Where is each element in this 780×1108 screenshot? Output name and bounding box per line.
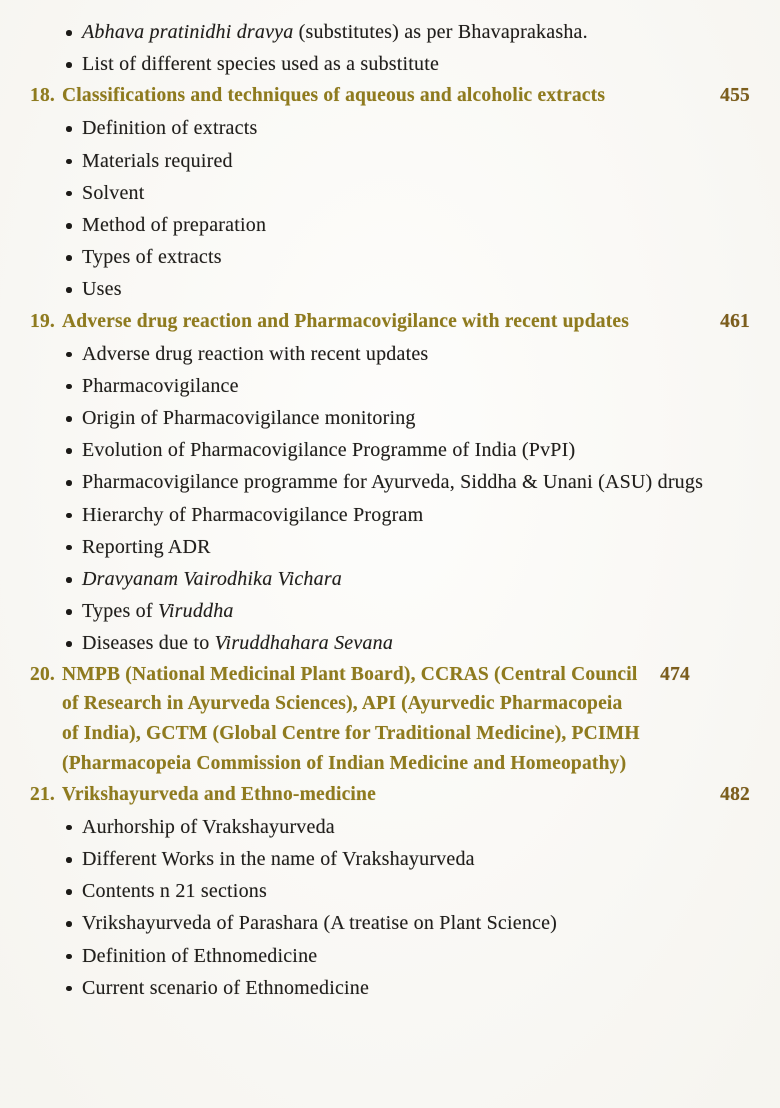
bullet-icon [66,126,72,132]
bullet-text-segment: Evolution of Pharmacovigilance Programme of India (PvPI) [82,439,576,462]
bullet-text-segment: Types of [82,600,158,623]
bullet-text-segment: Pharmacovigilance programme for Ayurveda, Siddha & Unani (ASU) drugs [82,471,704,494]
chapter-heading [30,306,750,338]
bullet-icon [66,62,72,68]
bullet-text-segment: Hierarchy of Pharmacovigilance Program [82,503,424,526]
bullet-icon [66,384,72,390]
bullet-text [82,945,317,967]
bullet-icon [66,889,72,895]
chapter-number: 21. [30,783,55,805]
toc-bullet-item [66,563,750,595]
toc-chapter [30,660,750,779]
bullet-text-segment: Vrikshayurveda of Parashara (A treatise on Plant Science) [82,912,558,935]
bullet-text-segment: Adverse drug reaction with recent updates [82,342,429,365]
toc-chapter [30,779,750,1004]
bullet-text-segment: Uses [82,278,122,301]
bullet-text-segment: Aurhorship of Vrakshayurveda [82,815,335,838]
bullet-text-segment: Solvent [82,181,145,204]
toc-bullet-item [66,466,750,498]
bullet-text [82,504,423,526]
toc-bullet-item [66,627,750,659]
toc-bullet-item [66,209,750,241]
bullet-icon [66,255,72,261]
bullet-icon [66,416,72,422]
chapter-page-number: 461 [720,310,750,332]
toc-bullet-item [66,16,750,48]
bullet-icon [66,545,72,551]
bullet-text [82,343,428,365]
bullet-icon [66,159,72,165]
bullet-text-segment: Viruddhahara Sevana [214,632,394,655]
toc-bullet-item [66,338,750,370]
toc-bullet-item [66,972,750,1004]
toc-chapter [30,306,750,660]
chapter-title: Classifications and techniques of aqueous and alcoholic extracts [62,85,606,107]
bullet-text-segment: Diseases due to [82,632,215,655]
toc-bullet-item [66,940,750,972]
chapter-heading [30,779,750,811]
bullet-text-segment: Types of extracts [82,246,222,269]
toc-bullet-item [66,48,750,80]
toc-bullet-item [66,145,750,177]
bullet-text [82,182,145,204]
bullet-text-segment: Origin of Pharmacovigilance monitoring [82,407,416,430]
bullet-icon [66,30,72,36]
bullet-list [30,16,750,80]
bullet-text [82,278,122,300]
bullet-icon [66,480,72,486]
toc-bullet-item [66,112,750,144]
chapter-page-number: 474 [660,663,690,685]
bullet-text [82,439,575,461]
toc-bullet-item [66,499,750,531]
bullet-text [82,117,257,139]
bullet-text-segment: Reporting ADR [82,535,211,558]
chapter-number: 20. [30,663,55,685]
bullet-icon [66,954,72,960]
bullet-text-segment: (substitutes) as per Bhavaprakasha. [293,21,588,43]
bullet-text [82,880,267,902]
bullet-text [82,848,475,870]
bullet-text-segment: Abhava pratinidhi dravya [82,21,294,43]
toc-bullet-item [66,402,750,434]
bullet-text-segment: List of different species used as a substitute [82,53,440,76]
toc-bullet-item [66,843,750,875]
bullet-icon [66,191,72,197]
bullet-icon [66,448,72,454]
bullet-text-segment: Different Works in the name of Vrakshayurveda [82,848,475,871]
bullet-text [82,21,588,43]
toc-bullet-item [66,177,750,209]
bullet-icon [66,287,72,293]
bullet-list [30,112,750,305]
chapter-number: 19. [30,310,55,332]
bullet-text [82,471,703,493]
bullet-text [82,568,342,590]
bullet-list [30,338,750,660]
bullet-text-segment: Viruddha [157,600,234,623]
toc-bullet-item [66,595,750,627]
toc-bullet-item [66,907,750,939]
bullet-text-segment: Current scenario of Ethnomedicine [82,976,370,999]
bullet-icon [66,921,72,927]
chapter-heading [30,80,750,112]
chapter-title: Adverse drug reaction and Pharmacovigilance with recent updates [62,310,630,332]
bullet-text [82,536,211,558]
toc-bullet-item [66,434,750,466]
bullet-text [82,600,234,622]
bullet-text-segment: Definition of extracts [82,117,258,140]
bullet-icon [66,609,72,615]
toc-chapter [30,80,750,305]
bullet-text-segment: Pharmacovigilance [82,374,239,397]
chapter-heading [30,660,750,779]
bullet-icon [66,223,72,229]
bullet-icon [66,641,72,647]
bullet-text [82,407,416,429]
chapter-page-number: 482 [720,783,750,805]
bullet-list [30,811,750,1004]
bullet-icon [66,825,72,831]
bullet-text-segment: Materials required [82,149,233,172]
bullet-text-segment: Definition of Ethnomedicine [82,944,318,967]
chapter-title: NMPB (National Medicinal Plant Board), CCRAS (Central Council of Research in Ayurveda Sciences), API (Ayurvedic Pharmacopeia of India), GCTM (Global Centre for Traditional Medicine), PCIMH (Pharmacopeia Commission of Indian Medicine and Homeopathy) [62,663,640,775]
bullet-text [82,912,557,934]
bullet-text [82,214,266,236]
toc-bullet-item [66,875,750,907]
bullet-text-segment: Contents n 21 sections [82,880,267,903]
chapter-page-number: 455 [720,85,750,107]
bullet-text [82,816,335,838]
bullet-icon [66,513,72,519]
bullet-text [82,632,393,654]
bullet-text-segment: Dravyanam Vairodhika Vichara [82,568,343,591]
toc-bullet-item [66,531,750,563]
toc-bullet-item [66,811,750,843]
bullet-text [82,53,439,75]
toc-bullet-item [66,370,750,402]
bullet-text [82,977,369,999]
chapter-title: Vrikshayurveda and Ethno-medicine [62,783,376,805]
toc-bullet-item [66,241,750,273]
bullet-icon [66,986,72,992]
chapter-number: 18. [30,85,55,107]
bullet-text [82,246,222,268]
bullet-icon [66,577,72,583]
bullet-icon [66,857,72,863]
bullet-text [82,375,239,397]
bullet-text [82,150,233,172]
toc-bullet-item [66,273,750,305]
bullet-text-segment: Method of preparation [82,214,267,237]
bullet-icon [66,352,72,358]
